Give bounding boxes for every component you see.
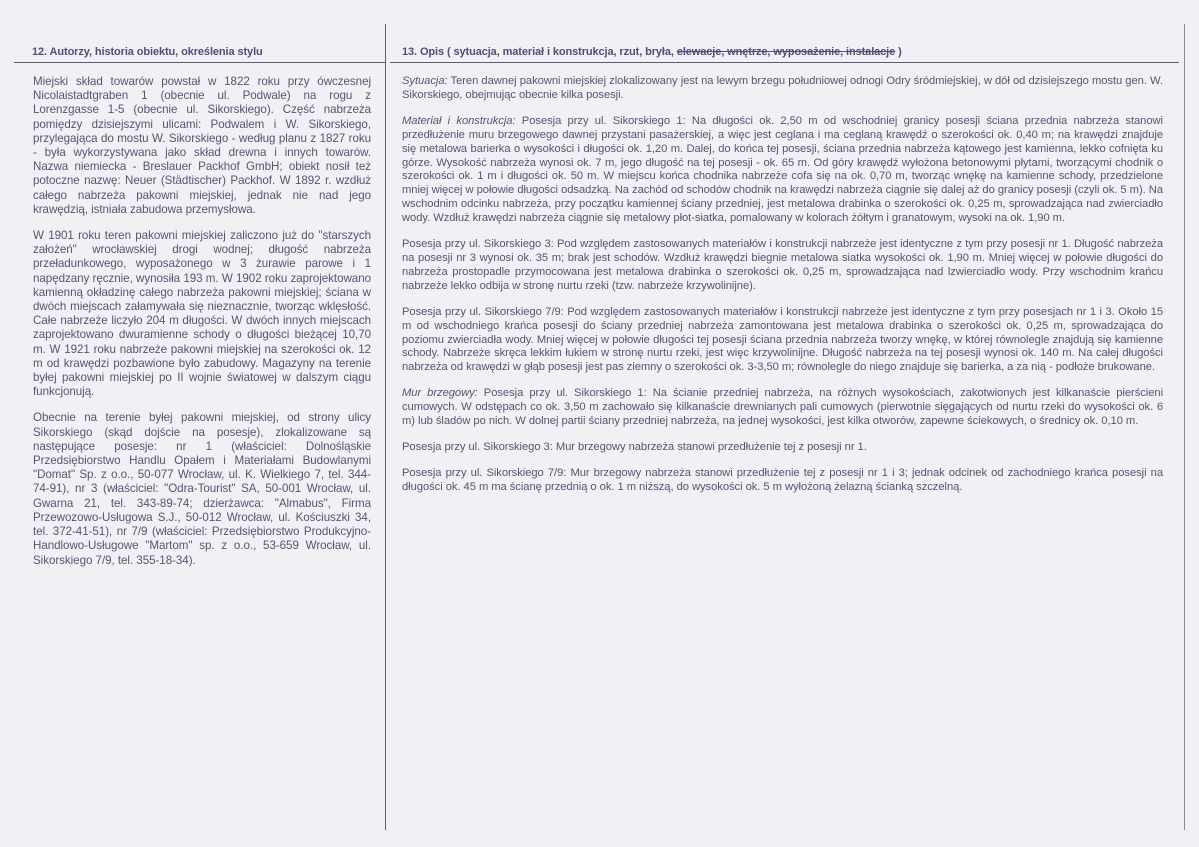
paragraph-text: Posesja przy ul. Sikorskiego 1: Na ścianie przedniej nabrzeża, na różnych wysokościach, zakotwionych jest kilkanaście pierścieni cumowych. W odstępach co ok. 3,50 m zachowało się kilkanaście drewnianych pali cumowych (pierwotnie sięgających od nurtu rzeki do wysokości ok. 6 m) lub śladów po nich. W dolnej partii ściany przedniej nabrzeża, na jednej wysokości, jest kilka otworów, zapewne ściekowych, o średnicy ok. 0,10 m.	[402, 387, 1163, 428]
paragraph-text: Teren dawnej pakowni miejskiej zlokalizowany jest na lewym brzegu południowej odnogi Odry śródmiejskiej, w dół od dzisiejszego mostu gen. W. Sikorskiego, obejmując obecnie kilka posesji.	[402, 75, 1163, 101]
section-13-body	[390, 63, 1179, 495]
section-13-title-struck: elewacje, wnętrze, wyposażenie, instalacje	[676, 46, 896, 58]
paragraph-label: Materiał i konstrukcja:	[402, 114, 516, 127]
paragraph-label: Mur brzegowy:	[402, 387, 478, 400]
section-13-title	[390, 24, 1179, 63]
section-13-paragraph	[402, 441, 1163, 455]
paragraph-text: Posesja przy ul. Sikorskiego 1: Na długości ok. 2,50 m od wschodniej granicy posesji ściana przednia nabrzeża stanowi przedłużenie muru brzegowego dawnej przystani pasażerskiej, a więc jest ceglana i ma ceglaną krawędź o szerokości ok. 0,40 m; na krawędzi znajduje się metalowa barierka o wysokości i długości ok. 1,20 m. Dalej, do końca tej posesji, ściana przednia nabrzeża kątowego jest kamienna, lekko cofnięta ku górze. Wysokość nabrzeża wynosi ok. 7 m, jego długość na tej posesji - ok. 65 m. Od góry krawędź wyłożona betonowymi płytami, tworzącymi chodnik o szerokości ok. 1 m i długości ok. 50 m. W miejscu końca chodnika nabrzeże cofa się na ok. 0,70 m, tworząc wnękę na kamienne schody, przedzielone mniej więcej w połowie długości odsadzką. Na zachód od schodów chodnik na krawędzi nabrzeża ciągnie się dalej aż do granicy posesji (czyli ok. 5 m). Na wschodnim odcinku nabrzeża, przy początku kamiennej ściany przedniej, jest metalowa drabinka o szerokości ok. 0,25 m, sprowadzająca nad zwierciadło wody. Wzdłuż krawędzi nabrzeża ciągnie się metalowy płot-siatka, pomalowany w kolorach żółtym i granatowym, wysoki na ok. 1,90 m.	[402, 114, 1163, 225]
section-12-paragraph: W 1901 roku teren pakowni miejskiej zaliczono już do "starszych założeń" wrocławskiej drogi wodnej; długość nabrzeża przeładunkowego, wyposażonego w 3 żurawie parowe i 1 napędzany ręcznie, wynosiła 193 m. W 1902 roku zaprojektowano kamienną okładzinę całego nabrzeża pakowni miejskiej; ściana w dwóch miejscach załamywała się nieznacznie, tworząc wklęsłość. Całe nabrzeże liczyło 204 m długości. W dwóch innych miejscach zaprojektowano dwuramienne schody o długości bieżącej 10,70 m. W 1921 roku nabrzeże pakowni miejskiej na szerokości ok. 12 m od krawędzi pozbawione było zabudowy. Magazyny na terenie byłej pakowni miejskiej po II wojnie światowej w dalszym ciągu funkcjonują.	[33, 229, 371, 399]
section-12-paragraph: Miejski skład towarów powstał w 1822 roku przy ówczesnej Nicolaistadtgraben 1 (obecnie ul. Podwale) na rogu z Lorenzgasse 1-5 (obecnie ul. Sikorskiego). Część nabrzeża pomiędzy dzisiejszymi ulicami: Podwalem i W. Sikorskiego, przylegająca do mostu W. Sikorskiego - według planu z 1827 roku - była wykorzystywana jako skład drewna i innych towarów. Nazwa niemiecka - Breslauer Packhof GmbH; obiekt nosił też potoczne nazwę: Neuer (Städtischer) Packhof. W 1892 r. wzdłuż całego nabrzeża pakowni miejskiej, jednak nie nad jego krawędzią, istniała zabudowa przemysłowa.	[33, 75, 371, 216]
section-13-title-text: 13. Opis ( sytuacja, materiał i konstrukcja, rzut, bryła,	[402, 46, 677, 58]
paragraph-label: Sytuacja:	[402, 75, 448, 87]
paragraph-text: Posesja przy ul. Sikorskiego 3: Mur brzegowy nabrzeża stanowi przedłużenie tej z posesji nr 1.	[402, 440, 867, 453]
section-13-title-close: )	[895, 46, 902, 58]
section-12-paragraph: Obecnie na terenie byłej pakowni miejskiej, od strony ulicy Sikorskiego (skąd dojście na posesje), zlokalizowane są następujące posesje: nr 1 (właściciel: Dolnośląskie Przedsiębiorstwo Handlu Opałem i Materiałami Budowlanymi "Domat" Sp. z o.o., 50-077 Wrocław, ul. K. Wielkiego 7, tel. 344-74-91), nr 3 (właściciel: "Odra-Tourist" SA, 50-001 Wrocław, ul. Gwarna 21, tel. 343-89-74; dzierżawca: "Almabus", Firma Przewozowo-Usługowa S.J., 50-012 Wrocław, ul. Kościuszki 34, tel. 372-41-51), nr 7/9 (właściciel: Przedsiębiorstwo Produkcyjno-Handlowo-Usługowe "Martom" sp. z o.o., 53-659 Wrocław, ul. Sikorskiego 7/9, tel. 355-18-34).	[33, 411, 371, 567]
section-12-body	[14, 63, 385, 568]
paragraph-text: Posesja przy ul. Sikorskiego 7/9: Mur brzegowy nabrzeża stanowi przedłużenie tej z posesji nr 1 i 3; jednak odcinek od zachodniego krańca posesji na długości ok. 45 m ma ścianę przednią o ok. 1 m niższą, do wysokości ok. 5 m wyłożoną żelazną ścianką szczelną.	[402, 466, 1163, 493]
section-13-paragraph	[402, 387, 1163, 429]
section-13-paragraph	[402, 467, 1163, 495]
section-12-column	[14, 24, 386, 830]
paragraph-text: Posesja przy ul. Sikorskiego 3: Pod względem zastosowanych materiałów i konstrukcji nabrzeże jest identyczne z tym przy posesji nr 1. Długość nabrzeża na posesji nr 3 wynosi ok. 35 m; brak jest schodów. Wzdłuż krawędzi biegnie metalowa siatka wysokości ok. 1,90 m. Mniej więcej w połowie długości do nabrzeża prostopadle przymocowana jest metalowa drabinka o szerokości ok. 0,25 m, sprowadzająca nad lzwierciadło wody. Przy wschodnim krańcu nabrzeże lekko odbija w stronę nurtu rzeki (tzw. nabrzeże krzywolinijne).	[402, 238, 1163, 292]
section-12-title: 12. Autorzy, historia obiektu, określenia stylu	[14, 24, 385, 63]
section-13-column	[390, 24, 1179, 830]
section-13-paragraph	[402, 115, 1163, 226]
section-13-paragraph	[402, 75, 1163, 103]
section-13-paragraph	[402, 238, 1163, 294]
section-13-paragraph	[402, 306, 1163, 376]
paragraph-text: Posesja przy ul. Sikorskiego 7/9: Pod względem zastosowanych materiałów i konstrukcji nabrzeże jest identyczne z tym przy posesjach nr 1 i 3. Około 15 m od wschodniego krańca posesji do ściany przedniej nabrzeża zamontowana jest metalowa drabinka o szerokości ok. 0,25 m, sprowadzająca do poziomu zwierciadła wody. Mniej więcej w połowie długości tej posesji ściana przednia nabrzeża tworzy wnękę, w której równolegle znajdują się kamienne schody. Nabrzeże skręca lekkim łukiem w stronę nurtu rzeki, jest więc krzywolinijne. Długość nabrzeża na tej posesji wynosi ok. 140 m. Na całej długości nabrzeża od krawędzi w głąb posesji jest pas ziemny o szerokości ok. 3-3,50 m; równolegle do niego znajduje się barierka, a za nią - podłoże brukowane.	[402, 305, 1163, 374]
